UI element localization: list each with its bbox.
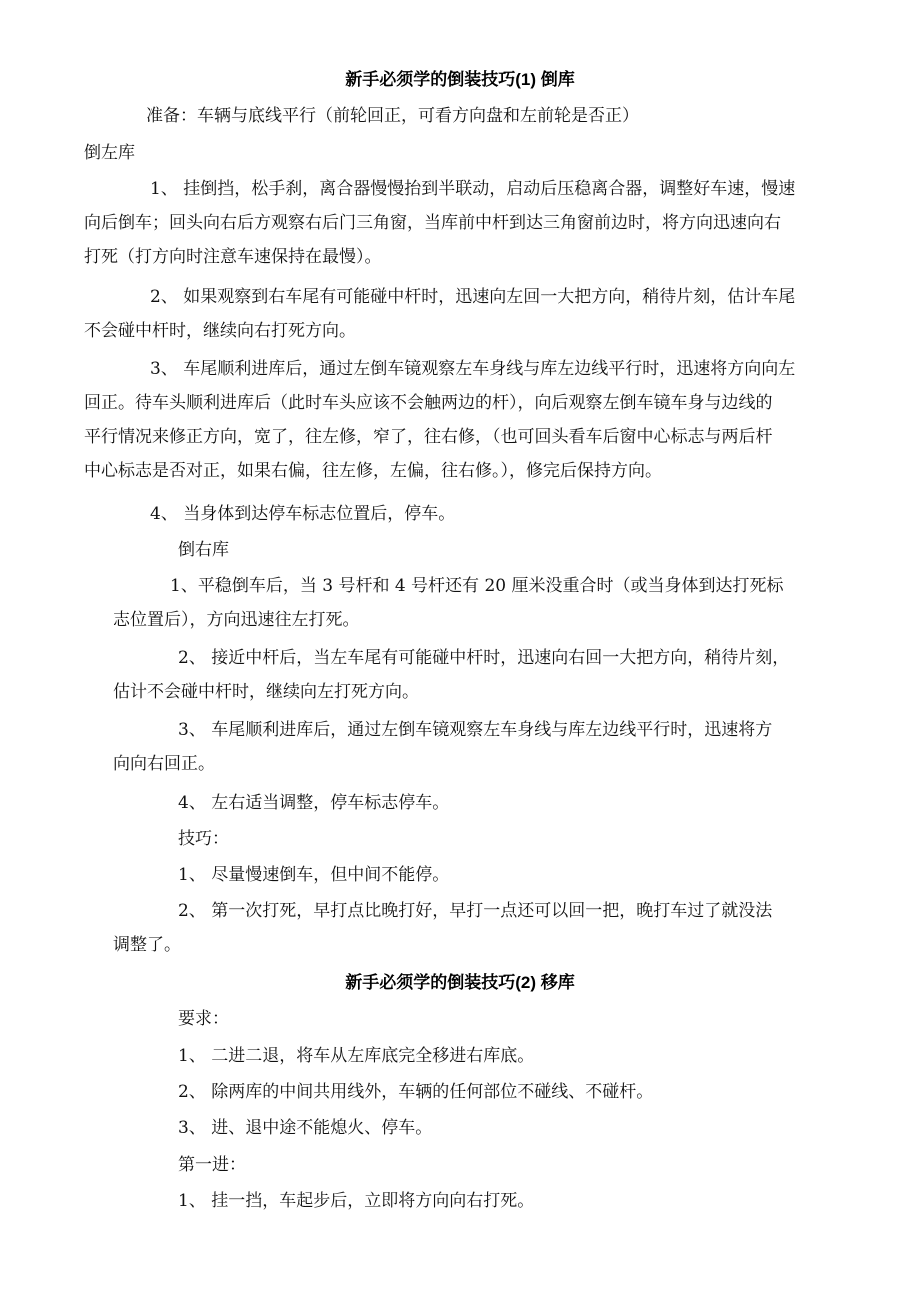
left-step-1: 1、 挂倒挡，松手刹，离合器慢慢抬到半联动，启动后压稳离合器，调整好车速，慢速 向后倒车；回头向右后方观察右后门三角窗，当库前中杆到达三角窗前边时，将方向迅速向右 打死（打方向时注意车速保持在最慢）。	[84, 179, 796, 267]
right-step-3: 3、 车尾顺利进库后，通过左倒车镜观察左车身线与库左边线平行时，迅速将方 向向右回正。	[113, 720, 773, 774]
first-forward-step-1: 1、 挂一挡，车起步后，立即将方向向右打死。	[178, 1191, 535, 1211]
requirement-1: 1、 二进二退，将车从左库底完全移进右库底。	[178, 1046, 535, 1066]
tip-1: 1、 尽量慢速倒车，但中间不能停。	[178, 865, 450, 885]
left-step-3: 3、 车尾顺利进库后，通过左倒车镜观察左车身线与库左边线平行时，迅速将方向向左 回正。待车头顺利进库后（此时车头应该不会触两边的杆），向后观察左倒车镜车身与边线的 平行情况来修正方向，宽了，往左修，窄了，往右修，（也可回头看车后窗中心标志与两后杆 中心标志是否对正，如果右偏，往左修，左偏，往右修。），修完后保持方向。	[84, 359, 796, 481]
first-forward-heading: 第一进：	[178, 1155, 246, 1175]
right-step-2: 2、 接近中杆后，当左车尾有可能碰中杆时，迅速向右回一大把方向，稍待片刻， 估计不会碰中杆时，继续向左打死方向。	[113, 648, 790, 702]
right-garage-heading: 倒右库	[178, 540, 229, 560]
prep-paragraph: 准备：车辆与底线平行（前轮回正，可看方向盘和左前轮是否正）	[146, 106, 639, 126]
requirement-3: 3、 进、退中途不能熄火、停车。	[178, 1118, 433, 1138]
tip-2: 2、 第一次打死，早打点比晚打好，早打一点还可以回一把，晚打车过了就没法 调整了。	[113, 901, 773, 955]
left-step-2: 2、 如果观察到右车尾有可能碰中杆时，迅速向左回一大把方向，稍待片刻，估计车尾 不会碰中杆时，继续向右打死方向。	[84, 287, 796, 341]
right-step-1: 1、平稳倒车后，当 3 号杆和 4 号杆还有 20 厘米没重合时（或当身体到达打死标 志位置后），方向迅速往左打死。	[113, 576, 784, 630]
right-step-4: 4、 左右适当调整，停车标志停车。	[178, 793, 450, 813]
left-garage-heading: 倒左库	[84, 143, 135, 163]
left-step-4: 4、 当身体到达停车标志位置后，停车。	[150, 504, 456, 524]
section2-title: 新手必须学的倒装技巧(2) 移库	[345, 973, 575, 992]
requirement-2: 2、 除两库的中间共用线外，车辆的任何部位不碰线、不碰杆。	[178, 1082, 654, 1102]
requirements-heading: 要求：	[178, 1009, 229, 1029]
tips-heading: 技巧：	[178, 829, 229, 849]
section1-title: 新手必须学的倒装技巧(1) 倒库	[345, 70, 575, 89]
